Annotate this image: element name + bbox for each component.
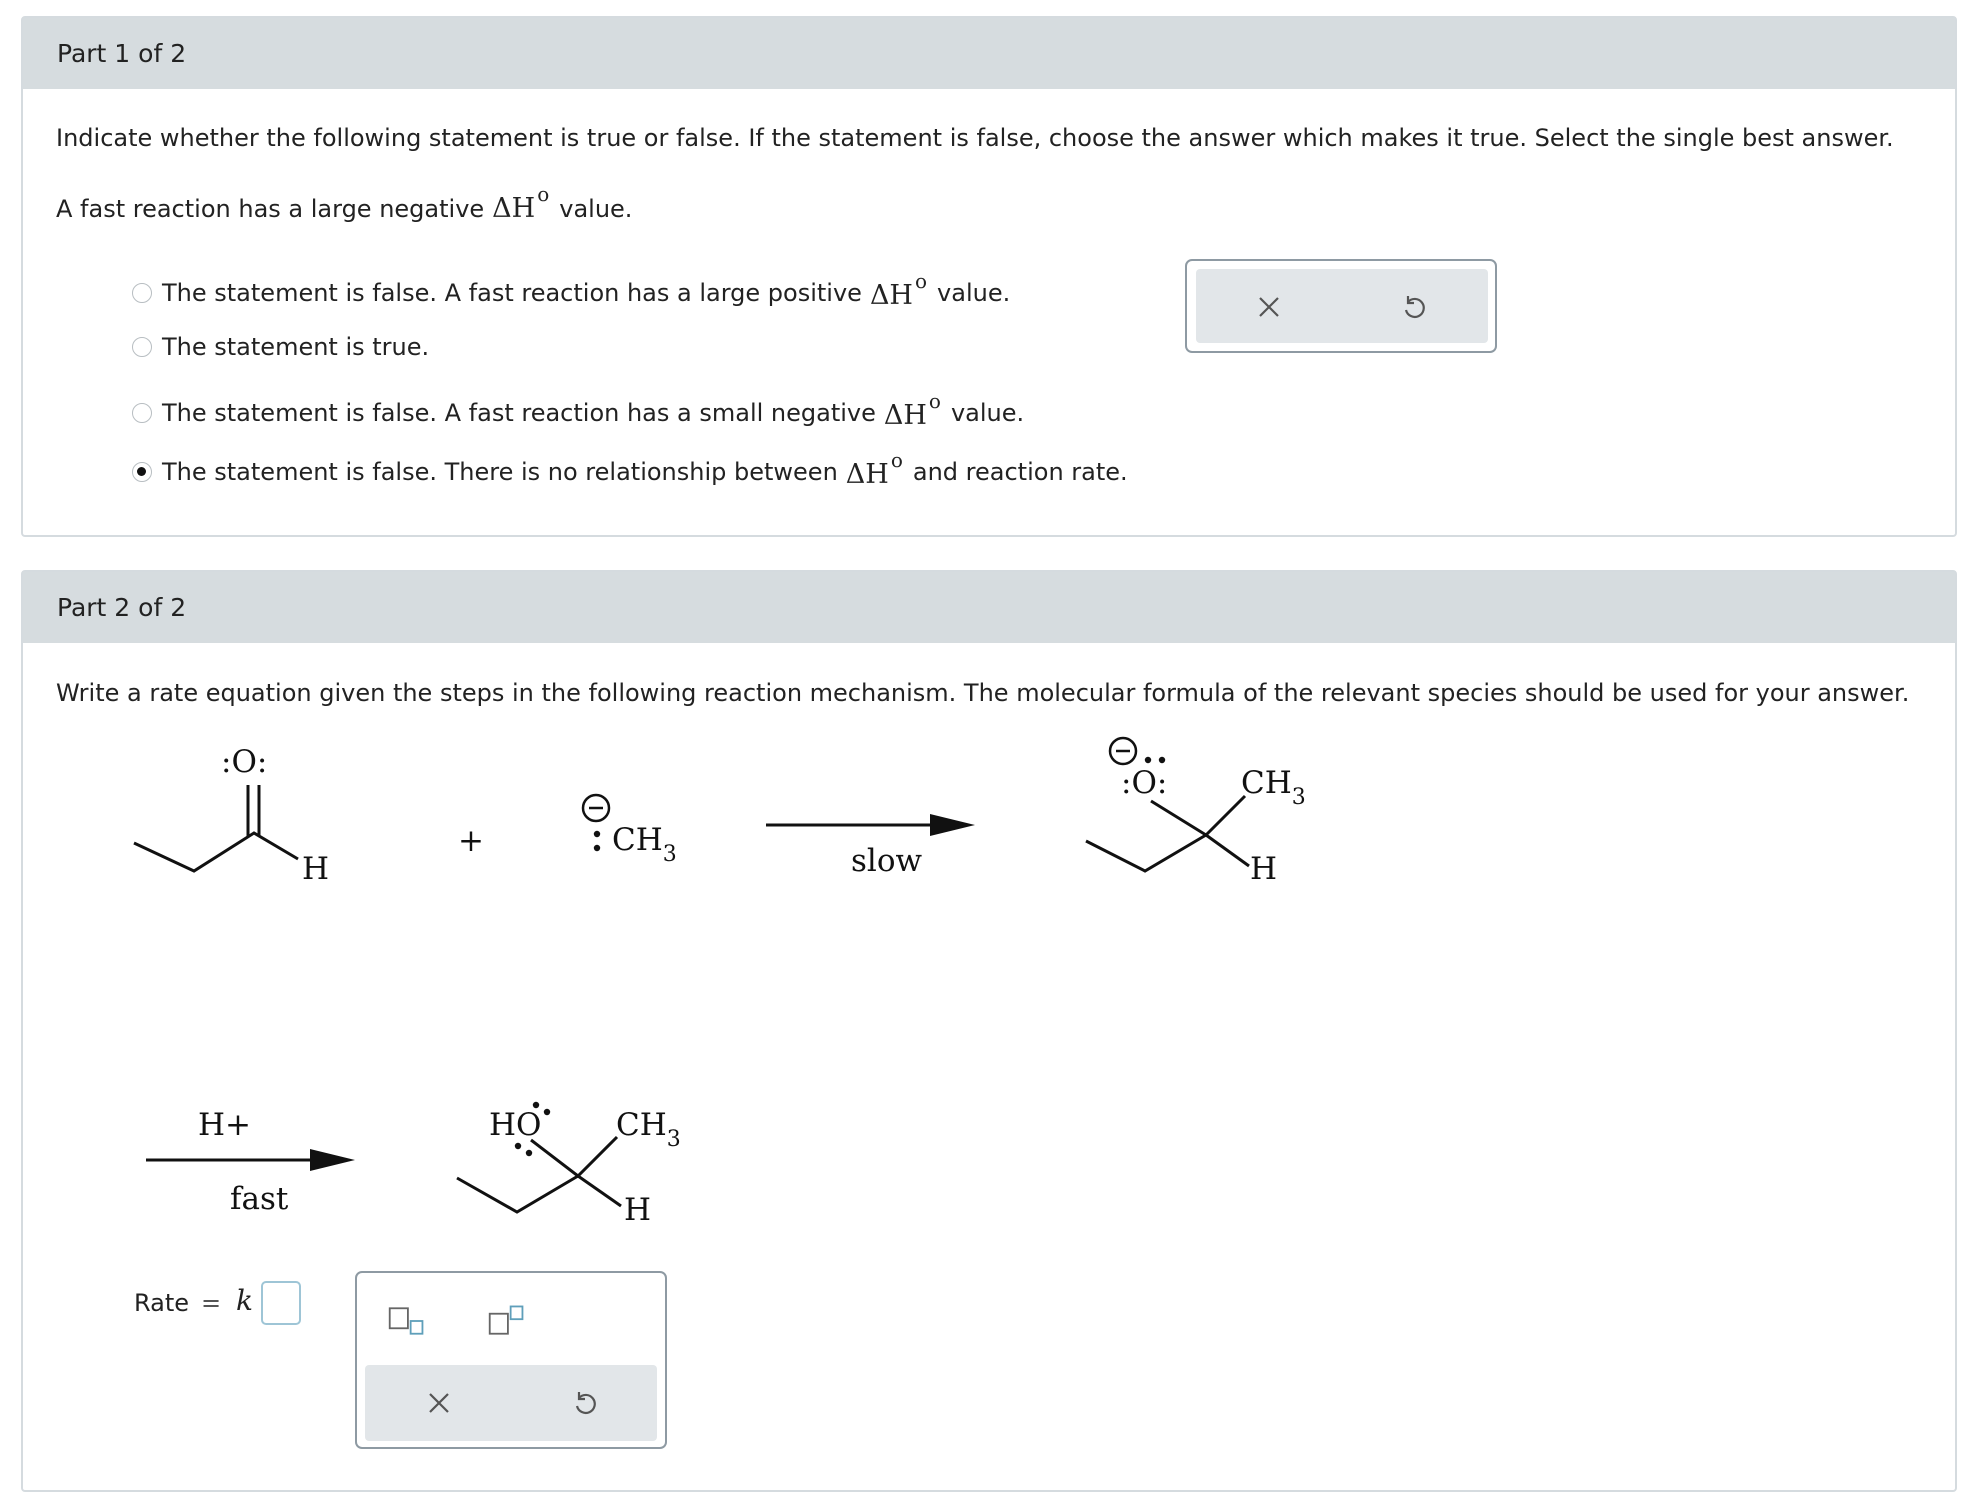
alcohol-methyl-sub: 3 [666,1127,681,1153]
option-2-text: The statement is true. [162,333,430,361]
option-3-text: The statement is false. A fast reaction has a small negative [162,399,876,427]
option-4-degree: o [890,448,903,472]
part2-toolbar [365,1365,657,1441]
alkoxide-hydrogen: H [1250,851,1278,887]
subscript-icon [387,1303,427,1339]
close-icon [426,1390,452,1416]
degree-sup: o [537,182,550,206]
lone-pair-dot [526,1150,532,1156]
alkoxide-structure [1086,796,1249,871]
alkoxide-oxygen: :O: [1121,765,1168,801]
lone-pair-dot [515,1143,521,1149]
alkoxide-methyl-sub: 3 [1291,785,1306,811]
subscript-button[interactable] [387,1301,427,1341]
step1-arrow [766,814,975,836]
part1-instruction: Indicate whether the following statement is true or false. If the statement is false, choose the answer which makes it true. Select the single best answer. [56,124,1894,152]
rate-constant: k [236,1284,253,1317]
step2-arrow [146,1149,355,1171]
lone-pair-dot [1159,757,1165,763]
alkoxide-methyl [1241,765,1306,811]
option-3-post: value. [950,399,1025,427]
part1-header-label: Part 1 of 2 [57,39,187,68]
alkoxide-methyl-ch: CH [1241,765,1292,801]
option-3-delta-text: ΔH [883,400,927,431]
rate-label: Rate [134,1289,190,1317]
aldehyde-structure [134,785,298,871]
methyl-anion-ch: CH [612,822,663,858]
methyl-anion-sub: 3 [662,842,677,868]
aldehyde-hydrogen: H [302,851,330,887]
equals-sign: = [201,1289,222,1317]
alcohol-structure [457,1137,621,1212]
part2-toolbox [355,1271,667,1449]
part2-header-label: Part 2 of 2 [57,593,187,622]
alcohol-hydrogen: H [624,1192,652,1228]
alcohol-hydroxyl: HO [489,1107,542,1143]
option-1-delta-text: ΔH [869,280,913,311]
option-4-delta-text: ΔH [845,459,889,490]
option-3-degree: o [928,389,941,413]
lone-pair-dot [1145,757,1151,763]
part2-undo-button[interactable] [565,1383,605,1423]
superscript-button[interactable] [487,1301,527,1341]
step2-reagent: H+ [198,1107,252,1143]
option-1-degree: o [914,269,928,293]
part2-instruction: Write a rate equation given the steps in the following reaction mechanism. The molecular formula of the relevant species should be used for your answer. [56,679,1910,707]
option-1-post: value. [937,279,1011,307]
lone-pair-dot [544,1109,550,1115]
plus-sign: + [458,823,484,859]
step2-condition: fast [230,1181,289,1217]
undo-icon [571,1389,599,1417]
delta-h-text: ΔH [492,193,536,224]
negative-charge-icon [1110,738,1136,764]
lone-pair-dot [594,831,600,837]
aldehyde-oxygen: :O: [221,744,268,780]
step1-condition: slow [851,843,923,879]
alcohol-methyl [616,1107,681,1153]
alcohol-methyl-ch: CH [616,1107,667,1143]
methyl-anion [612,822,677,868]
option-4-text: The statement is false. There is no relationship between [162,458,838,486]
statement-pre: A fast reaction has a large negative [56,195,485,223]
option-4-post: and reaction rate. [912,458,1128,486]
option-1-text: The statement is false. A fast reaction has a large positive [162,279,862,307]
negative-charge-icon [583,795,609,821]
statement-post: value. [559,195,633,223]
superscript-icon [487,1303,527,1339]
rate-answer-input[interactable] [261,1281,301,1325]
lone-pair-dot [594,845,600,851]
part2-clear-button[interactable] [419,1383,459,1423]
